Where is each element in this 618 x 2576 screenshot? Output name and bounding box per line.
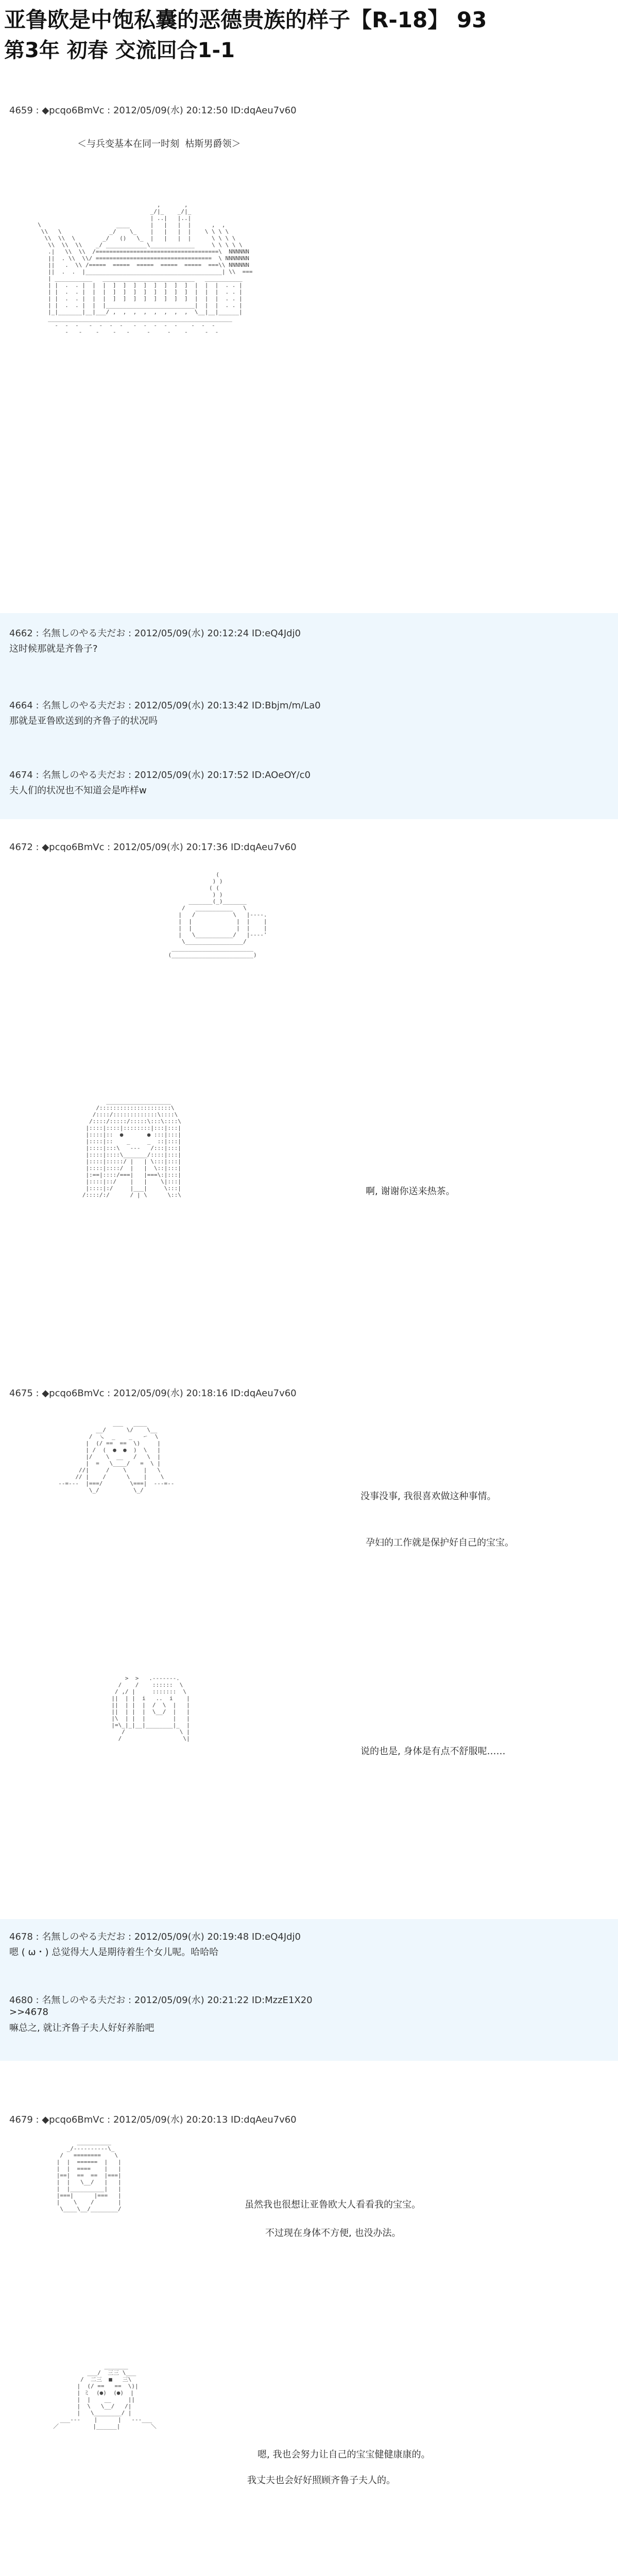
post-text: 嗯 ( ω・) 总觉得大人是期待着生个女儿呢。哈哈哈 [9,1947,219,1958]
post-text: >>4678 [9,2007,48,2018]
ascii-art-character: ___ ____ __/ \/ \__ / ㇏ _ _ ㇀ \ | (/ == == \) | | / ( ● ● ) \ | |/ \ __ / \ | | = \____/ = \ | //| / \ | \ // | / \ | \ --=--- |===/ \===| ---=-- \_/ \_/ [58,1420,175,1494]
dialog-text: 不过现在身体不方便, 也没办法。 [265,2228,401,2239]
ascii-art-character: > > .-------. / / :::::: \ / ,/ | ::::::: \ || | | i .. i | || | | | / \ | | || | | | \__/ | | |\ | | | | | |=\_|_|__|________|_ | / \ | / \| [111,1675,190,1742]
dialog-text: 没事没事, 我很喜欢做这种事情。 [360,1491,496,1502]
post-header: 4674 : 名無しのやる夫だお : 2012/05/09(水) 20:17:52 ID:AOeOY/c0 [9,770,311,781]
dialog-text: 啊, 谢谢你送来热茶。 [366,1186,455,1197]
post-header: 4664 : 名無しのやる夫だお : 2012/05/09(水) 20:13:42 ID:Bbjm/m/La0 [9,700,321,711]
ascii-art-character: ___________________ /:::::::::::::::::::::\ /::::/:::::::::::::\::::\ /::::/:::::/:::::\:::\::::\ |::::|::::|::::::::|:::|:::| |::::|:: ● ● :::|:::| |::::|:: _ _ ::|:::| |::::|:::\ --- /:::|:::| |::::|::::\_______/::::|:::| |::::|:::::/ | | \:::|:::| |::::|::::/ | | \::|:::| |:==|::::/===| |===\:|:::| |::::|::/ | | \|:::| |::::|:/ |___| \:::| /::::/:/ / | \ \::\ [82,1098,181,1198]
post-header: 4675 : ◆pcqo6BmVc : 2012/05/09(水) 20:18:16 ID:dqAeu7v60 [9,1388,297,1399]
chapter-title: 第3年 初春 交流回合1-1 [4,39,235,62]
dialog-text: 嗯, 我也会努力让自己的宝宝健健康康的。 [258,2449,431,2460]
post-header: 4680 : 名無しのやる夫だお : 2012/05/09(水) 20:21:22 ID:MzzE1X20 [9,1995,313,2006]
ascii-art-character: __________ _/----------\_ / ======== \ | | ====== | | | | ==== | | |==| == == |===| | | \__/ | | | |__________| | |===| |=== | | \ / | \____\__/________/ [56,2139,122,2212]
ascii-art-character: _______ ___/ 三三 \___ / 二三 ■ 三\ | (/ == == \)| | ミ (●) (●) | | | __ || | \ \__/ /| | \________/ | ___--- | | ---___ ／ |______| ＼ [53,2363,157,2430]
post-header: 4659 : ◆pcqo6BmVc : 2012/05/09(水) 20:12:50 ID:dqAeu7v60 [9,105,297,116]
post-header: 4672 : ◆pcqo6BmVc : 2012/05/09(水) 20:17:36 ID:dqAeu7v60 [9,842,297,853]
post-text: 那就是亚鲁欧送到的齐鲁子的状况吗 [9,716,158,726]
dialog-text: 我丈夫也会好好照顾齐鲁子夫人的。 [247,2475,396,2486]
post-text: 这时候那就是齐鲁子? [9,643,98,654]
dialog-text: 说的也是, 身体是有点不舒服呢…… [360,1746,506,1757]
post-text: 夫人们的状况也不知道会是咋样w [9,785,147,796]
ascii-art-castle: , , _/|_ _/|_ | ..| |..| \ ____ | | | | , , \\ \ _/ \_ | | | | \ \ \ \ \\ \\ \ _/ () \_ | | | | \ \ \ \ \\ \\ \\ _/ ____________\_____________ \ \ \ \ \ .| \\ \\ /====================================\ NNNNNN || . \\ \\/ ================================== \ NNNNNNN || . \\ /===== ===== ===== ===== ===== ===\\ NNNNNN || . . |________________________________________| \\ === | ___________ ___________________________ ___________ | | . . | | | ] ] ] ] ] ] ] ] | | | . . | | | . . | | | ] ] ] ] ] ] ] ] | | | . . | | | . . | | | ] ] ] ] ] ] ] ] | | | . . | | | . . | | |__________________________| | | . . | |_|_______|__|___/ , , , , , , , , \__|__|______| ______________________________________________________ - - - - - - - - - - - - - - - - - - - - - - - - - [38,201,253,335]
dialog-text: 孕妇的工作就是保护好自己的宝宝。 [366,1537,514,1548]
post-text: ＜与兵变基本在同一时刻 枯斯男爵领＞ [77,139,241,149]
dialog-text: 虽然我也很想让亚鲁欧大人看看我的宝宝。 [245,2199,421,2210]
page-title: 亚鲁欧是中饱私囊的恶德贵族的样子【R-18】 93 [4,7,487,32]
post-header: 4679 : ◆pcqo6BmVc : 2012/05/09(水) 20:20:13 ID:dqAeu7v60 [9,2114,297,2125]
post-header: 4662 : 名無しのやる夫だお : 2012/05/09(水) 20:12:24 ID:eQ4Jdj0 [9,628,301,639]
post-text: 嘛总之, 就让齐鲁子夫人好好养胎吧 [9,2023,154,2033]
ascii-art-teacup: ( ) ) ( ( ) ) _______(_)_______ / ___________ \ | / \ |----. | | | | | | | | | | | \___________/ |----' \_________________/ ________________________ (________________________) [168,871,267,958]
post-header: 4678 : 名無しのやる夫だお : 2012/05/09(水) 20:19:48 ID:eQ4Jdj0 [9,1931,301,1942]
